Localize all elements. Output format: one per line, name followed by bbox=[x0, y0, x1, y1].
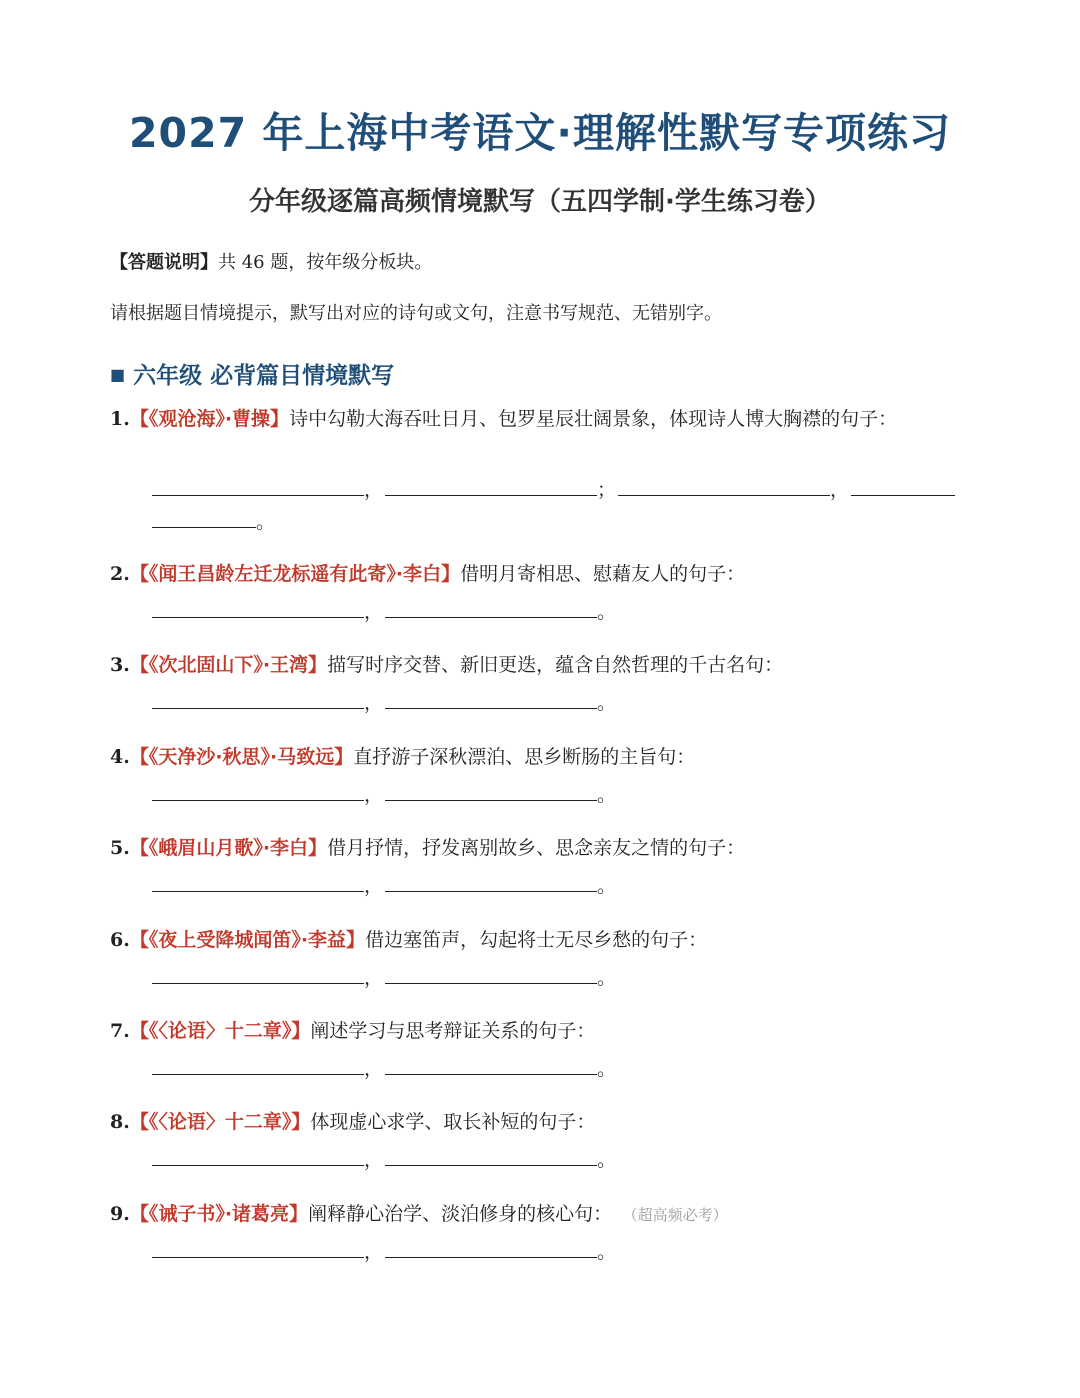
section-heading bbox=[110, 357, 394, 390]
question-source: 【《观沧海》·曹操】 bbox=[129, 408, 290, 430]
question-number: 4. bbox=[110, 746, 130, 768]
period: 。 bbox=[597, 1241, 617, 1263]
answer-blank[interactable] bbox=[152, 475, 364, 496]
question-prompt: 阐释静心治学、淡泊修身的核心句： bbox=[308, 1203, 613, 1225]
square-bullet-icon: ■ bbox=[110, 365, 126, 384]
question-3 bbox=[110, 649, 970, 681]
period: 。 bbox=[597, 875, 617, 897]
period: 。 bbox=[597, 1058, 617, 1080]
comma: ， bbox=[364, 784, 384, 806]
answer-blank[interactable] bbox=[152, 780, 364, 801]
question-source: 【《〈论语〉十二章》】 bbox=[129, 1020, 311, 1042]
instructions-line-1 bbox=[110, 248, 432, 274]
period: 。 bbox=[597, 784, 617, 806]
question-prompt: 描写时序交替、新旧更迭，蕴含自然哲理的千古名句： bbox=[327, 654, 784, 676]
question-source: 【《次北固山下》·王湾】 bbox=[129, 654, 328, 676]
period: 。 bbox=[597, 692, 617, 714]
question-prompt: 借明月寄相思、慰藉友人的句子： bbox=[460, 563, 746, 585]
comma: ， bbox=[364, 601, 384, 623]
answer-line-2 bbox=[152, 597, 618, 625]
comma: ， bbox=[364, 1058, 384, 1080]
answer-line-3 bbox=[152, 688, 618, 716]
frequency-hint: （超高频必考） bbox=[630, 1206, 728, 1224]
answer-blank[interactable] bbox=[152, 507, 256, 528]
answer-line-1a bbox=[152, 475, 955, 503]
comma: ， bbox=[830, 479, 850, 501]
answer-blank[interactable] bbox=[618, 475, 830, 496]
period: 。 bbox=[597, 601, 617, 623]
question-source: 【《峨眉山月歌》·李白】 bbox=[129, 837, 328, 859]
answer-blank[interactable] bbox=[385, 871, 597, 892]
question-number: 8. bbox=[110, 1111, 130, 1133]
answer-blank[interactable] bbox=[385, 1237, 597, 1258]
question-prompt: 体现虚心求学、取长补短的句子： bbox=[310, 1111, 596, 1133]
question-number: 2. bbox=[110, 563, 130, 585]
question-source: 【《诫子书》·诸葛亮】 bbox=[129, 1203, 309, 1225]
question-8 bbox=[110, 1106, 970, 1138]
comma: ， bbox=[364, 479, 384, 501]
answer-blank[interactable] bbox=[385, 780, 597, 801]
period: 。 bbox=[256, 511, 276, 533]
answer-blank[interactable] bbox=[152, 1237, 364, 1258]
question-number: 9. bbox=[110, 1203, 130, 1225]
comma: ， bbox=[364, 1241, 384, 1263]
page-title: 2027 年上海中考语文·理解性默写专项练习 bbox=[129, 109, 951, 157]
comma: ， bbox=[364, 967, 384, 989]
question-9 bbox=[110, 1198, 970, 1231]
answer-blank[interactable] bbox=[851, 475, 955, 496]
answer-blank[interactable] bbox=[385, 1054, 597, 1075]
question-number: 6. bbox=[110, 929, 130, 951]
comma: ， bbox=[364, 1149, 384, 1171]
answer-line-5 bbox=[152, 871, 618, 899]
answer-blank[interactable] bbox=[385, 963, 597, 984]
answer-line-9 bbox=[152, 1237, 618, 1265]
question-number: 5. bbox=[110, 837, 130, 859]
question-4 bbox=[110, 741, 970, 773]
answer-blank[interactable] bbox=[152, 688, 364, 709]
instructions-text-1: 共 46 题，按年级分板块。 bbox=[218, 252, 433, 273]
answer-line-1b bbox=[152, 507, 277, 535]
question-5 bbox=[110, 832, 970, 864]
question-2 bbox=[110, 558, 970, 590]
answer-line-8 bbox=[152, 1145, 618, 1173]
answer-blank[interactable] bbox=[385, 597, 597, 618]
section-title: 六年级 必背篇目情境默写 bbox=[133, 363, 395, 389]
question-source: 【《〈论语〉十二章》】 bbox=[129, 1111, 311, 1133]
answer-blank[interactable] bbox=[385, 688, 597, 709]
question-source: 【《天净沙·秋思》·马致远】 bbox=[129, 746, 354, 768]
question-1 bbox=[110, 403, 970, 435]
question-prompt: 阐述学习与思考辩证关系的句子： bbox=[310, 1020, 596, 1042]
instructions-lead: 【答题说明】 bbox=[110, 252, 218, 273]
question-prompt: 借边塞笛声，勾起将士无尽乡愁的句子： bbox=[365, 929, 708, 951]
answer-blank[interactable] bbox=[152, 963, 364, 984]
answer-blank[interactable] bbox=[152, 1054, 364, 1075]
period: 。 bbox=[597, 967, 617, 989]
page-subtitle: 分年级逐篇高频情境默写（五四学制·学生练习卷） bbox=[249, 187, 831, 217]
question-6 bbox=[110, 924, 970, 956]
question-prompt: 借月抒情，抒发离别故乡、思念亲友之情的句子： bbox=[327, 837, 746, 859]
question-number: 3. bbox=[110, 654, 130, 676]
question-number: 1. bbox=[110, 408, 130, 430]
question-prompt: 诗中勾勒大海吞吐日月、包罗星辰壮阔景象，体现诗人博大胸襟的句子： bbox=[289, 408, 898, 430]
answer-blank[interactable] bbox=[385, 1145, 597, 1166]
comma: ， bbox=[364, 875, 384, 897]
answer-blank[interactable] bbox=[152, 1145, 364, 1166]
period: 。 bbox=[597, 1149, 617, 1171]
answer-line-7 bbox=[152, 1054, 618, 1082]
instructions-line-2: 请根据题目情境提示，默写出对应的诗句或文句，注意书写规范、无错别字。 bbox=[110, 303, 722, 324]
answer-blank[interactable] bbox=[152, 871, 364, 892]
semicolon: ； bbox=[597, 479, 617, 501]
question-number: 7. bbox=[110, 1020, 130, 1042]
question-source: 【《夜上受降城闻笛》·李益】 bbox=[129, 929, 366, 951]
answer-blank[interactable] bbox=[152, 597, 364, 618]
question-source: 【《闻王昌龄左迁龙标遥有此寄》·李白】 bbox=[129, 563, 461, 585]
answer-line-4 bbox=[152, 780, 618, 808]
question-7 bbox=[110, 1015, 970, 1047]
answer-line-6 bbox=[152, 963, 618, 991]
answer-blank[interactable] bbox=[385, 475, 597, 496]
question-prompt: 直抒游子深秋漂泊、思乡断肠的主旨句： bbox=[353, 746, 696, 768]
comma: ， bbox=[364, 692, 384, 714]
